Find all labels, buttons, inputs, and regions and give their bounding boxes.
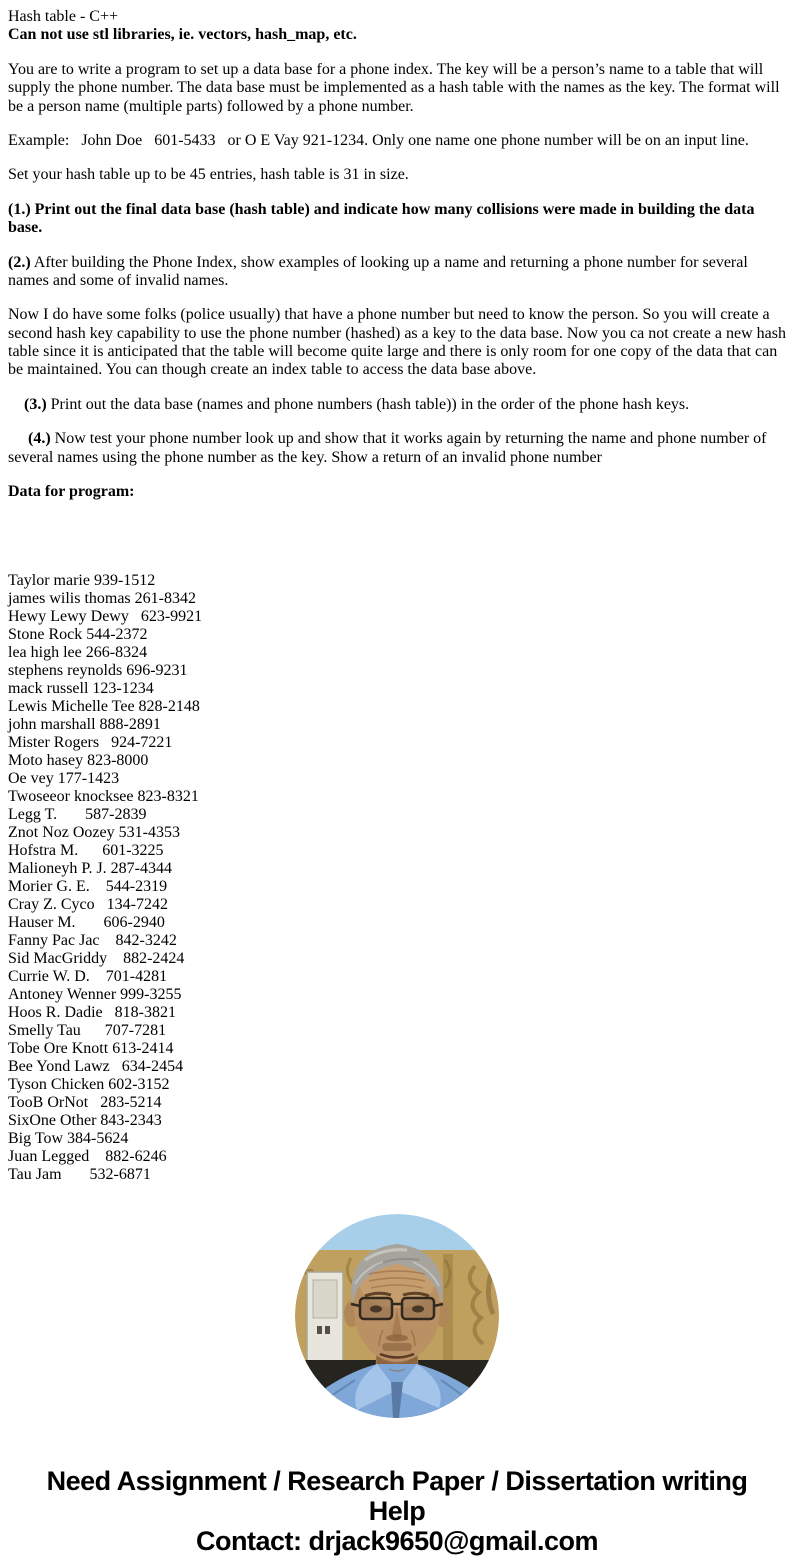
phone-entry: Malioneyh P. J. 287-4344	[8, 860, 172, 878]
phone-entry: Bee Yond Lawz 634-2454	[8, 1058, 184, 1076]
phone-entry: Tyson Chicken 602-3152	[8, 1076, 170, 1094]
phone-entry: Smelly Tau 707-7281	[8, 1022, 167, 1040]
assignment-title: Hash table - C++	[8, 8, 119, 25]
phone-entry: john marshall 888-2891	[8, 716, 161, 734]
promo-block	[8, 1466, 786, 1556]
intro-paragraph: You are to write a program to set up a data base for a phone index. The key will be a person’s name to a table that will supply the phone number. The data base must be implemented as a hash table with the names as the key. The format will be a person name (multiple parts) followed by a phone number.	[8, 60, 780, 115]
example-line: Example: John Doe 601-5433 or O E Vay 921-1234. Only one name one phone number will be on an input line.	[8, 131, 749, 149]
phone-entry: Hewy Lewy Dewy 623-9921	[8, 608, 203, 626]
phone-entry: Znot Noz Oozey 531-4353	[8, 824, 180, 842]
promo-heading: Need Assignment / Research Paper / Dissertation writing Help	[46, 1466, 748, 1527]
phone-entry: Twoseeor knocksee 823-8321	[8, 788, 199, 806]
phone-entry: Juan Legged 882-6246	[8, 1148, 167, 1166]
phone-entry: SixOne Other 843-2343	[8, 1112, 162, 1130]
phone-entry: Cray Z. Cyco 134-7242	[8, 896, 168, 914]
phone-entry: Moto hasey 823-8000	[8, 752, 149, 770]
phone-entry: Taylor marie 939-1512	[8, 572, 156, 590]
table-size-line: Set your hash table up to be 45 entries, hash table is 31 in size.	[8, 166, 409, 184]
phone-entry: TooB OrNot 283-5214	[8, 1094, 162, 1112]
phone-entry: Sid MacGriddy 882-2424	[8, 950, 185, 968]
phone-entry: Hoos R. Dadie 818-3821	[8, 1004, 176, 1022]
phone-entry: Hauser M. 606-2940	[8, 914, 165, 932]
phone-entry: Morier G. E. 544-2319	[8, 878, 168, 896]
portrait-illustration	[295, 1214, 499, 1418]
phone-entry: Tau Jam 532-6871	[8, 1166, 151, 1184]
phone-entry: Tobe Ore Knott 613-2414	[8, 1040, 174, 1058]
phone-entry: Fanny Pac Jac 842-3242	[8, 932, 177, 950]
portrait-photo	[295, 1214, 499, 1418]
phone-entry: Big Tow 384-5624	[8, 1130, 129, 1148]
phone-entry: Hofstra M. 601-3225	[8, 842, 164, 860]
phone-entry: mack russell 123-1234	[8, 680, 154, 698]
requirement-3: (3.) Print out the data base (names and phone numbers (hash table)) in the order of the phone hash keys.	[8, 395, 690, 413]
phone-directory-list	[8, 518, 786, 1184]
phone-entry: Lewis Michelle Tee 828-2148	[8, 698, 200, 716]
phone-entry: Legg T. 587-2839	[8, 806, 147, 824]
phone-entry: Currie W. D. 701-4281	[8, 968, 168, 986]
stl-restriction-note: Can not use stl libraries, ie. vectors, hash_map, etc.	[8, 26, 357, 44]
phone-entry: Stone Rock 544-2372	[8, 626, 148, 644]
title-block	[8, 8, 786, 45]
requirement-4: (4.) Now test your phone number look up and show that it works again by returning the name and phone number of several names using the phone number as the key. Show a return of an invalid phone number	[8, 430, 771, 466]
police-lookup-paragraph: Now I do have some folks (police usually) that have a phone number but need to know the person. So you will create a second hash key capability to use the phone number (hashed) as a key to the data base. Now you ca not create a new hash table since it is anticipated that the table will become quite large and there is only room for one copy of the data that can be maintained. You can though create an index table to access the data base above.	[8, 306, 786, 379]
promo-contact-email: Contact: drjack9650@gmail.com	[196, 1526, 598, 1557]
phone-entry: Antoney Wenner 999-3255	[8, 986, 182, 1004]
data-heading: Data for program:	[8, 483, 135, 501]
phone-entry: james wilis thomas 261-8342	[8, 590, 196, 608]
requirement-1: (1.) Print out the final data base (hash table) and indicate how many collisions were made in building the data base.	[8, 200, 755, 237]
requirement-2: (2.) After building the Phone Index, show examples of looking up a name and returning a phone number for several names and some of invalid names.	[8, 253, 748, 289]
phone-entry: stephens reynolds 696-9231	[8, 662, 188, 680]
phone-entry: Mister Rogers 924-7221	[8, 734, 173, 752]
phone-entry: Oe vey 177-1423	[8, 770, 120, 788]
phone-entry: lea high lee 266-8324	[8, 644, 148, 662]
